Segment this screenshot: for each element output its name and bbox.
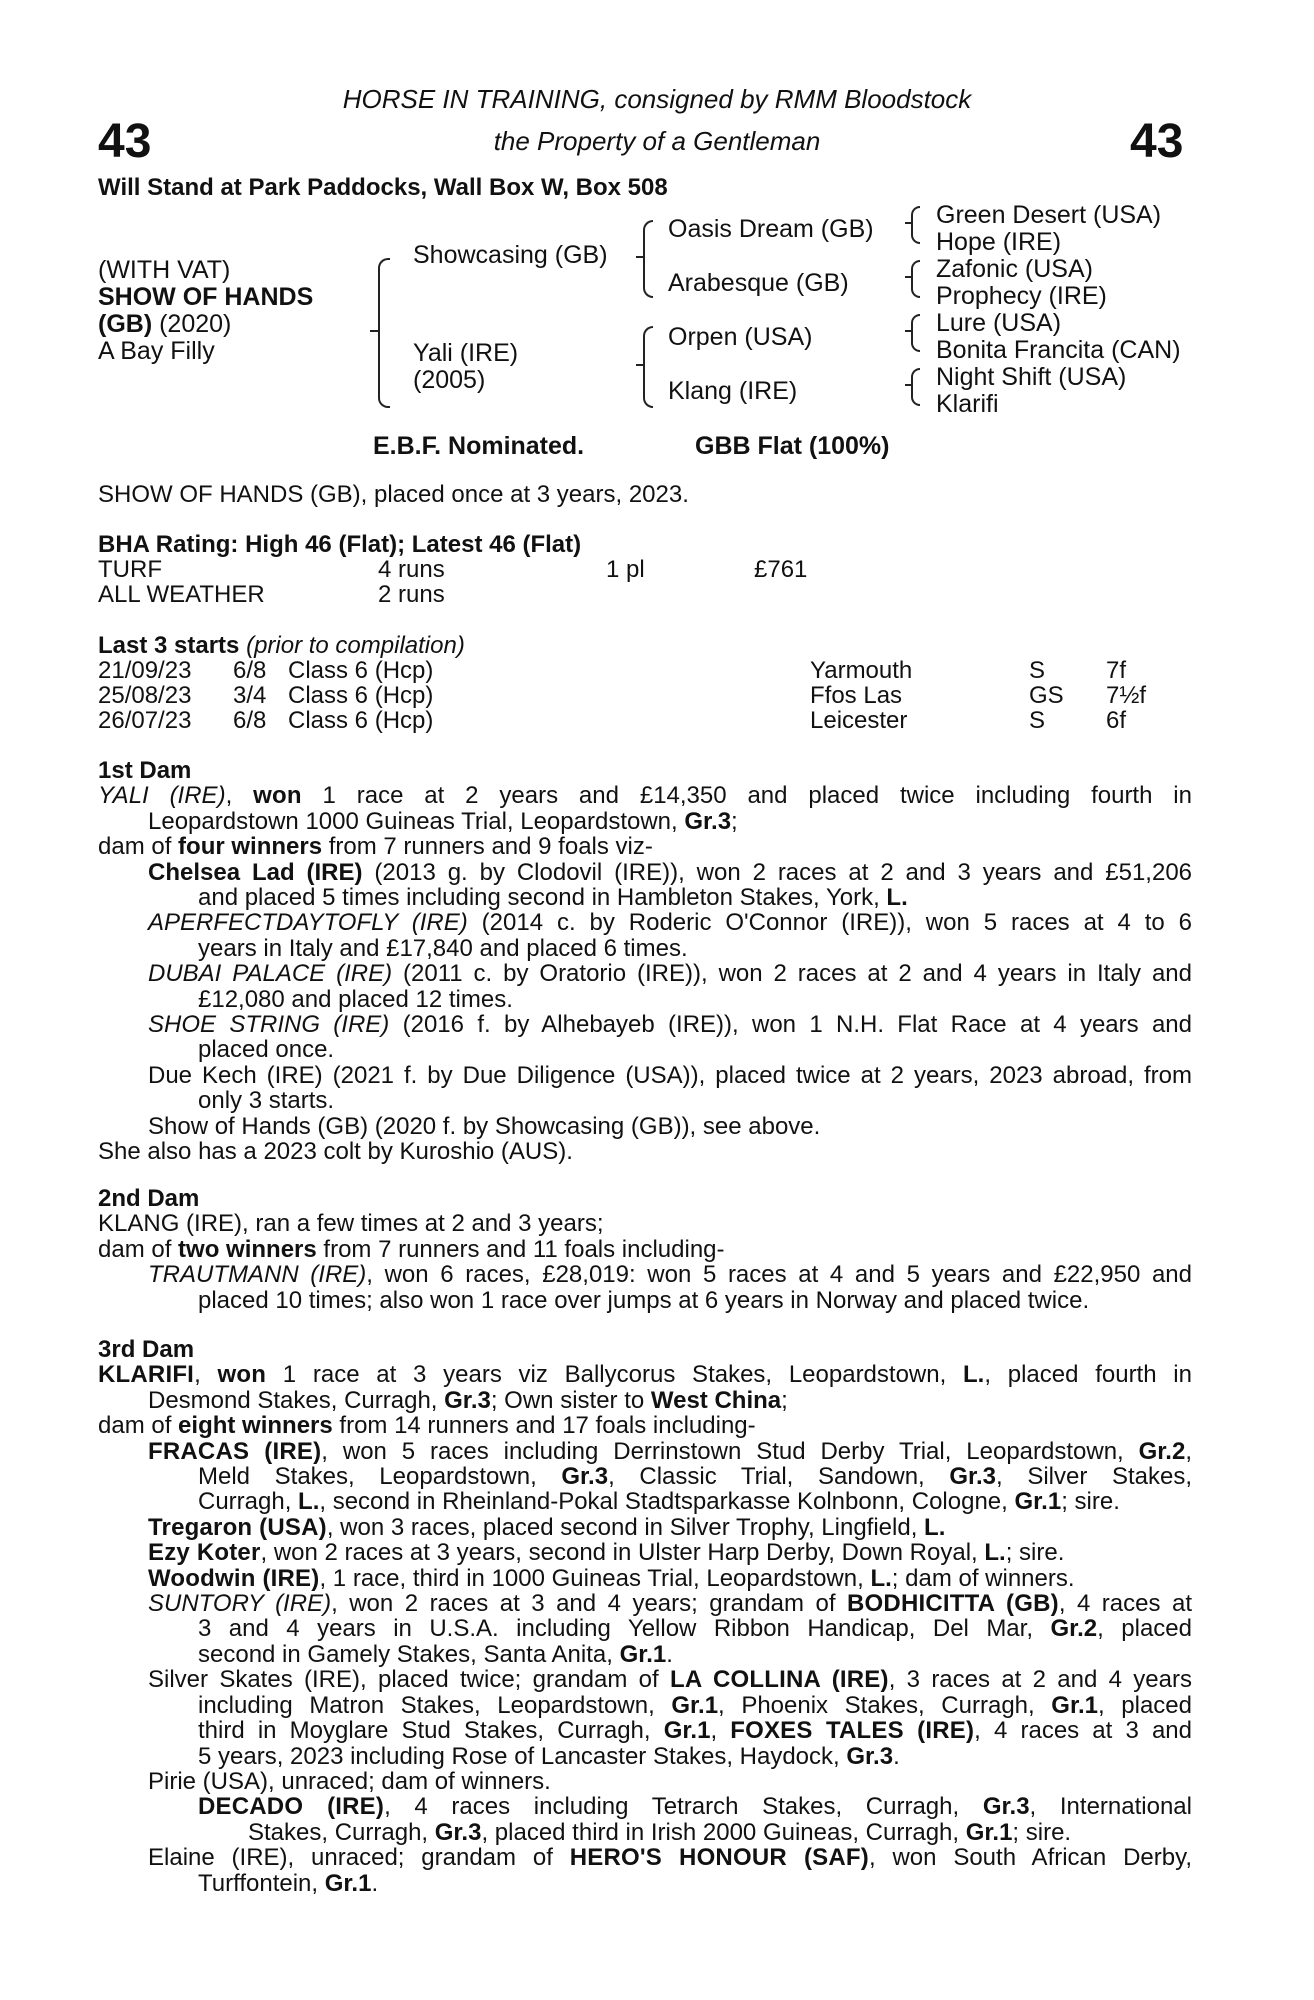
relative-name: West China bbox=[650, 1386, 782, 1414]
grade: Gr.1 bbox=[619, 1640, 667, 1668]
winners-count: four winners bbox=[178, 833, 323, 861]
grade: Gr.3 bbox=[444, 1386, 491, 1414]
first-dam-line: She also has a 2023 colt by Kuroshio (AUS). bbox=[98, 1138, 573, 1166]
grade: L. bbox=[886, 884, 908, 912]
first-dam-line bbox=[98, 910, 1192, 935]
grade: L. bbox=[963, 1361, 985, 1389]
text: from 7 runners and 9 foals viz- bbox=[322, 833, 653, 861]
relative-name: HERO'S HONOUR (SAF) bbox=[569, 1844, 869, 1872]
text: . bbox=[893, 1742, 900, 1770]
text: , 4 races including Tetrarch Stakes, Curragh, bbox=[384, 1793, 983, 1821]
first-dam-line: placed once. bbox=[198, 1036, 335, 1064]
grade: Gr.1 bbox=[663, 1717, 711, 1745]
text: ; dam of winners. bbox=[891, 1564, 1075, 1592]
pedigree-dam-year: (2005) bbox=[413, 366, 486, 394]
ebf-nomination: E.B.F. Nominated. bbox=[373, 432, 585, 460]
text: Turffontein, bbox=[198, 1869, 325, 1897]
first-dam-line bbox=[98, 834, 1192, 859]
vat-note: (WITH VAT) bbox=[98, 256, 231, 284]
grade: Gr.1 bbox=[1051, 1691, 1098, 1719]
pedigree-brace-2 bbox=[911, 260, 920, 298]
text: 5 years, 2023 including Rose of Lancaster Stakes, Haydock, bbox=[198, 1742, 847, 1770]
grade: Gr.1 bbox=[1014, 1488, 1062, 1516]
start-date: 21/09/23 bbox=[98, 657, 192, 684]
relative-name: FOXES TALES (IRE) bbox=[730, 1717, 975, 1745]
won-label: won bbox=[217, 1361, 267, 1389]
progeny-name: DUBAI PALACE (IRE) bbox=[148, 960, 393, 988]
grade: L. bbox=[924, 1513, 946, 1541]
start-position: 6/8 bbox=[233, 657, 267, 684]
pedigree-dam-dam: Klang (IRE) bbox=[668, 377, 798, 405]
first-dam-line: years in Italy and £17,840 and placed 6 times. bbox=[198, 934, 688, 962]
grade: Gr.3 bbox=[846, 1742, 894, 1770]
start-date: 25/08/23 bbox=[98, 682, 192, 709]
lot-number-left: 43 bbox=[98, 115, 152, 168]
text: , won 3 races, placed second in Silver Trophy, Lingfield, bbox=[326, 1513, 925, 1541]
third-dam-line bbox=[98, 1744, 1192, 1769]
progeny-name: Chelsea Lad (IRE) bbox=[148, 858, 363, 886]
text: , won 2 races at 3 and 4 years; grandam of bbox=[331, 1590, 848, 1618]
pedigree-brace-3-notch bbox=[905, 330, 913, 332]
third-dam-line bbox=[98, 1464, 1192, 1489]
start-course: Yarmouth bbox=[810, 657, 913, 684]
start-class: Class 6 (Hcp) bbox=[288, 657, 434, 684]
rating-earnings: £761 bbox=[754, 556, 808, 583]
second-dam-line: placed 10 times; also won 1 race over jumps at 6 years in Norway and placed twice. bbox=[198, 1286, 1090, 1314]
third-dam-line bbox=[98, 1820, 1192, 1845]
rating-placings bbox=[606, 582, 754, 607]
first-dam-heading: 1st Dam bbox=[98, 757, 192, 784]
second-dam-line bbox=[98, 1237, 1192, 1262]
last-starts-heading bbox=[98, 632, 465, 660]
grade: Gr.1 bbox=[965, 1818, 1013, 1846]
pedigree-sire: Showcasing (GB) bbox=[413, 241, 608, 269]
text: Curragh, bbox=[198, 1488, 299, 1516]
pedigree-brace-gen1-notch bbox=[370, 330, 378, 332]
progeny-name: Tregaron (USA) bbox=[148, 1513, 327, 1541]
grade: Gr.3 bbox=[561, 1463, 609, 1491]
text: Silver Skates (IRE), placed twice; grandam of bbox=[148, 1666, 671, 1694]
text: (2014 c. by Roderic O'Connor (IRE)), won 5 races at 4 to 6 bbox=[467, 909, 1193, 937]
grade: L. bbox=[870, 1564, 892, 1592]
second-dam-heading: 2nd Dam bbox=[98, 1185, 200, 1212]
relative-name: BODHICITTA (GB) bbox=[847, 1590, 1059, 1618]
first-dam-line bbox=[98, 1012, 1192, 1037]
text: , Classic Trial, Sandown, bbox=[608, 1463, 950, 1491]
start-going: S bbox=[1029, 707, 1046, 734]
text: , placed third in Irish 2000 Guineas, Curragh, bbox=[481, 1818, 966, 1846]
text: , placed fourth in bbox=[984, 1361, 1192, 1389]
pedigree-gen3-8: Klarifi bbox=[936, 390, 999, 418]
bha-rating-heading: BHA Rating: High 46 (Flat); Latest 46 (Flat) bbox=[98, 531, 582, 558]
pedigree-gen3-1: Green Desert (USA) bbox=[936, 201, 1162, 229]
grade: Gr.3 bbox=[949, 1463, 997, 1491]
relative-name: LA COLLINA (IRE) bbox=[670, 1666, 889, 1694]
dam-name: YALI (IRE) bbox=[98, 782, 226, 810]
text: ; Own sister to bbox=[490, 1386, 651, 1414]
text: dam of bbox=[98, 833, 179, 861]
text: dam of bbox=[98, 1412, 179, 1440]
progeny-name: FRACAS (IRE) bbox=[148, 1437, 322, 1465]
pedigree-brace-1 bbox=[911, 206, 920, 244]
winners-count: two winners bbox=[178, 1235, 317, 1263]
rating-surface: ALL WEATHER bbox=[98, 581, 265, 608]
text: , 3 races at 2 and 4 years bbox=[888, 1666, 1192, 1694]
rating-runs: 4 runs bbox=[378, 556, 445, 583]
last-starts-table bbox=[98, 658, 1146, 733]
start-course: Ffos Las bbox=[810, 682, 903, 709]
start-distance: 6f bbox=[1106, 707, 1127, 734]
text: , placed bbox=[1097, 1615, 1192, 1643]
text: , bbox=[194, 1361, 218, 1389]
pedigree-brace-dam bbox=[643, 326, 653, 408]
text: , bbox=[225, 782, 254, 810]
grade: Gr.1 bbox=[671, 1691, 719, 1719]
progeny-name: APERFECTDAYTOFLY (IRE) bbox=[148, 909, 468, 937]
third-dam-line bbox=[98, 1845, 1192, 1870]
start-date: 26/07/23 bbox=[98, 707, 192, 734]
start-row bbox=[98, 683, 1146, 708]
start-distance: 7f bbox=[1106, 657, 1127, 684]
third-dam-line bbox=[98, 1515, 1192, 1540]
text: , won 2 races at 3 years, second in Ulster Harp Derby, Down Royal, bbox=[260, 1539, 985, 1567]
third-dam-line bbox=[98, 1794, 1192, 1819]
pedigree-dam-sire: Orpen (USA) bbox=[668, 323, 813, 351]
text: , Phoenix Stakes, Curragh, bbox=[718, 1691, 1052, 1719]
text: , bbox=[710, 1717, 731, 1745]
text: from 14 runners and 17 foals including- bbox=[332, 1412, 756, 1440]
pedigree-gen3-7: Night Shift (USA) bbox=[936, 363, 1127, 391]
pedigree-gen3-5: Lure (USA) bbox=[936, 309, 1062, 337]
progeny-name: DECADO (IRE) bbox=[198, 1793, 385, 1821]
race-summary: SHOW OF HANDS (GB), placed once at 3 years, 2023. bbox=[98, 481, 689, 508]
horse-origin: (GB) bbox=[98, 310, 153, 338]
rating-placings: 1 pl bbox=[606, 556, 645, 583]
text: Desmond Stakes, Curragh, bbox=[148, 1386, 445, 1414]
pedigree-gen3-6: Bonita Francita (CAN) bbox=[936, 336, 1181, 364]
grade: Gr.3 bbox=[684, 807, 732, 835]
start-position: 3/4 bbox=[233, 682, 267, 709]
start-position: 6/8 bbox=[233, 707, 267, 734]
third-dam-line bbox=[98, 1871, 1192, 1896]
dam-name: KLARIFI bbox=[98, 1361, 195, 1389]
first-dam-line: Due Kech (IRE) (2021 f. by Due Diligence (USA)), placed twice at 2 years, 2023 abroad, from bbox=[148, 1061, 1192, 1089]
second-dam-line bbox=[98, 1262, 1192, 1287]
text: ; bbox=[731, 807, 738, 835]
text: , International bbox=[1029, 1793, 1192, 1821]
pedigree-brace-4-notch bbox=[905, 384, 913, 386]
text: Leopardstown 1000 Guineas Trial, Leopardstown, bbox=[148, 807, 685, 835]
third-dam-line bbox=[98, 1693, 1192, 1718]
third-dam-line bbox=[98, 1591, 1192, 1616]
rating-runs: 2 runs bbox=[378, 581, 445, 608]
third-dam-line bbox=[98, 1616, 1192, 1641]
rating-earnings bbox=[754, 582, 807, 607]
third-dam-line bbox=[98, 1642, 1192, 1667]
text: Stakes, Curragh, bbox=[248, 1818, 435, 1846]
start-row bbox=[98, 658, 1146, 683]
first-dam-line bbox=[98, 961, 1192, 986]
horse-name: SHOW OF HANDS bbox=[98, 283, 314, 311]
text: ; sire. bbox=[1005, 1539, 1065, 1567]
text: Meld Stakes, Leopardstown, bbox=[198, 1463, 562, 1491]
first-dam-line bbox=[98, 885, 1192, 910]
grade: Gr.1 bbox=[324, 1869, 372, 1897]
third-dam-line bbox=[98, 1413, 1192, 1438]
text: , Silver Stakes, bbox=[996, 1463, 1192, 1491]
pedigree-gen3-3: Zafonic (USA) bbox=[936, 255, 1093, 283]
rating-row bbox=[98, 582, 807, 607]
text: dam of bbox=[98, 1235, 179, 1263]
text: including Matron Stakes, Leopardstown, bbox=[198, 1691, 672, 1719]
start-distance: 7½f bbox=[1106, 682, 1147, 709]
second-dam-section bbox=[98, 1186, 1192, 1313]
pedigree-brace-sire bbox=[643, 220, 653, 298]
third-dam-line bbox=[98, 1439, 1192, 1464]
text: from 7 runners and 11 foals including- bbox=[316, 1235, 725, 1263]
horse-description: A Bay Filly bbox=[98, 337, 215, 365]
third-dam-line bbox=[98, 1718, 1192, 1743]
progeny-name: TRAUTMANN (IRE) bbox=[148, 1261, 367, 1289]
first-dam-line bbox=[98, 860, 1192, 885]
text: ; bbox=[781, 1386, 788, 1414]
pedigree-gen3-4: Prophecy (IRE) bbox=[936, 282, 1107, 310]
text: , second in Rheinland-Pokal Stadtsparkasse Kolnbonn, Cologne, bbox=[319, 1488, 1015, 1516]
text: third in Moyglare Stud Stakes, Curragh, bbox=[198, 1717, 664, 1745]
start-going: GS bbox=[1029, 682, 1064, 709]
text: , bbox=[1185, 1437, 1192, 1465]
pedigree-dam: Yali (IRE) bbox=[413, 339, 519, 367]
pedigree-brace-3 bbox=[911, 314, 920, 352]
text: . bbox=[371, 1869, 379, 1897]
third-dam-line bbox=[98, 1667, 1192, 1692]
start-row bbox=[98, 708, 1146, 733]
third-dam-line bbox=[98, 1540, 1192, 1565]
stable-location: Will Stand at Park Paddocks, Wall Box W, Box 508 bbox=[98, 174, 668, 201]
text: (2011 c. by Oratorio (IRE)), won 2 races at 2 and 4 years in Italy and bbox=[392, 960, 1192, 988]
horse-year: (2020) bbox=[159, 310, 232, 338]
gbb-status: GBB Flat (100%) bbox=[695, 432, 890, 460]
pedigree-brace-2-notch bbox=[905, 276, 913, 278]
text: 1 race at 2 years and £14,350 and placed twice including fourth in bbox=[301, 782, 1192, 810]
pedigree-gen3-2: Hope (IRE) bbox=[936, 228, 1062, 256]
third-dam-line: Pirie (USA), unraced; dam of winners. bbox=[148, 1767, 551, 1795]
progeny-name: Ezy Koter bbox=[148, 1539, 261, 1567]
start-class: Class 6 (Hcp) bbox=[288, 682, 434, 709]
grade: Gr.3 bbox=[982, 1793, 1030, 1821]
text: , won 6 races, £28,019: won 5 races at 4 and 5 years and £22,950 and bbox=[366, 1261, 1192, 1289]
first-dam-section bbox=[98, 758, 1192, 1165]
text: , won South African Derby, bbox=[868, 1844, 1192, 1872]
rating-surface: TURF bbox=[98, 556, 162, 583]
rating-table bbox=[98, 557, 807, 607]
text: , 1 race, third in 1000 Guineas Trial, Leopardstown, bbox=[319, 1564, 871, 1592]
vendor-line: the Property of a Gentleman bbox=[493, 126, 821, 156]
pedigree-brace-gen1 bbox=[378, 258, 390, 408]
horse-origin-year bbox=[98, 311, 231, 338]
pedigree-brace-4 bbox=[911, 368, 920, 406]
progeny-name: Woodwin (IRE) bbox=[148, 1564, 320, 1592]
rating-row bbox=[98, 557, 807, 582]
start-going: S bbox=[1029, 657, 1046, 684]
pedigree-brace-dam-notch bbox=[636, 364, 644, 366]
text: second in Gamely Stakes, Santa Anita, bbox=[198, 1640, 620, 1668]
grade: Gr.3 bbox=[434, 1818, 482, 1846]
first-dam-line: Show of Hands (GB) (2020 f. by Showcasing (GB)), see above. bbox=[148, 1112, 821, 1140]
consignor-line: HORSE IN TRAINING, consigned by RMM Bloodstock bbox=[342, 84, 972, 114]
text: , placed bbox=[1098, 1691, 1192, 1719]
text: , won 5 races including Derrinstown Stud Derby Trial, Leopardstown, bbox=[321, 1437, 1139, 1465]
text: 1 race at 3 years viz Ballycorus Stakes, Leopardstown, bbox=[266, 1361, 964, 1389]
lot-number-right: 43 bbox=[1130, 115, 1184, 168]
text: ; sire. bbox=[1012, 1818, 1072, 1846]
text: , 4 races at bbox=[1058, 1590, 1192, 1618]
winners-count: eight winners bbox=[178, 1412, 333, 1440]
progeny-name: SHOE STRING (IRE) bbox=[148, 1011, 390, 1039]
text: 3 and 4 years in U.S.A. including Yellow Ribbon Handicap, Del Mar, bbox=[198, 1615, 1051, 1643]
text: and placed 5 times including second in Hambleton Stakes, York, bbox=[198, 884, 887, 912]
grade: L. bbox=[984, 1539, 1006, 1567]
start-class: Class 6 (Hcp) bbox=[288, 707, 434, 734]
pedigree-brace-1-notch bbox=[905, 222, 913, 224]
third-dam-line bbox=[98, 1566, 1192, 1591]
text: . bbox=[666, 1640, 673, 1668]
first-dam-line bbox=[98, 783, 1192, 808]
grade: Gr.2 bbox=[1138, 1437, 1186, 1465]
grade: L. bbox=[298, 1488, 320, 1516]
text: , 4 races at 3 and bbox=[974, 1717, 1192, 1745]
last-starts-note: (prior to compilation) bbox=[246, 632, 465, 659]
third-dam-line bbox=[98, 1362, 1192, 1387]
pedigree-sire-dam: Arabesque (GB) bbox=[668, 269, 849, 297]
first-dam-line: only 3 starts. bbox=[198, 1087, 335, 1115]
text: (2016 f. by Alhebayeb (IRE)), won 1 N.H. Flat Race at 4 years and bbox=[389, 1011, 1192, 1039]
third-dam-line bbox=[98, 1489, 1192, 1514]
last-starts-title: Last 3 starts bbox=[98, 632, 240, 659]
text: Elaine (IRE), unraced; grandam of bbox=[148, 1844, 570, 1872]
text: ; sire. bbox=[1061, 1488, 1120, 1516]
won-label: won bbox=[253, 782, 302, 810]
first-dam-line: £12,080 and placed 12 times. bbox=[198, 985, 513, 1013]
progeny-name: SUNTORY (IRE) bbox=[148, 1590, 332, 1618]
third-dam-heading: 3rd Dam bbox=[98, 1336, 195, 1363]
first-dam-line bbox=[98, 809, 1192, 834]
pedigree-sire-sire: Oasis Dream (GB) bbox=[668, 215, 874, 243]
third-dam-section bbox=[98, 1337, 1192, 1896]
grade: Gr.2 bbox=[1050, 1615, 1098, 1643]
third-dam-line bbox=[98, 1388, 1192, 1413]
text: (2013 g. by Clodovil (IRE)), won 2 races at 2 and 3 years and £51,206 bbox=[362, 858, 1193, 886]
start-course: Leicester bbox=[810, 707, 908, 734]
second-dam-line: KLANG (IRE), ran a few times at 2 and 3 years; bbox=[98, 1210, 604, 1238]
pedigree-brace-sire-notch bbox=[636, 256, 644, 258]
